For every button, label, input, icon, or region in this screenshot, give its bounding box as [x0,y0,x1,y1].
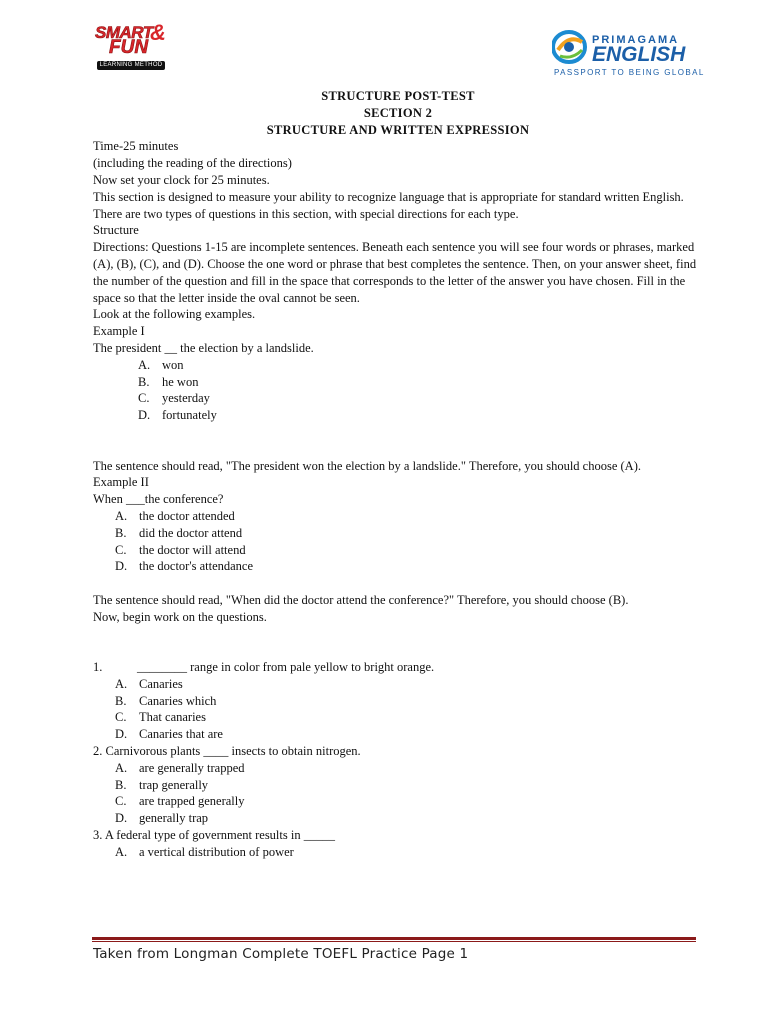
option-text: the doctor's attendance [139,559,254,574]
option-text: did the doctor attend [139,525,243,540]
option-text: fortunately [162,408,217,423]
option-text: are generally trapped [139,760,245,775]
globe-swirl-icon [552,30,588,64]
option-text: he won [162,374,199,389]
example-2-sentence: When ___the conference? [93,492,224,507]
question-1-option-c [93,709,703,726]
question-1-option-d [93,726,703,743]
option-letter: C. [115,710,127,725]
logo-word-fun: FUN [109,37,149,58]
option-letter: D. [138,408,151,423]
smart-fun-logo [95,20,175,76]
option-letter: B. [115,525,127,540]
option-letter: D. [115,811,128,826]
option-letter: C. [138,391,150,406]
option-letter: B. [138,374,150,389]
footer-rule-thin [92,941,696,942]
question-2-option-c [93,793,703,810]
question-2-option-d [93,810,703,827]
question-1-option-b [93,693,703,710]
question-2-stem [93,743,703,760]
logo-brand-english: ENGLISH [592,43,686,66]
question-1-stem [93,659,703,676]
option-text: yesterday [162,391,210,406]
title-structure-written-expression: STRUCTURE AND WRITTEN EXPRESSION [266,122,530,137]
question-text: A federal type of government results in _____ [104,828,335,843]
question-text: Carnivorous plants ____ insects to obtain nitrogen. [105,744,361,759]
footer-rule-thick [92,937,696,940]
option-text: a vertical distribution of power [139,844,294,859]
option-letter: D. [115,559,128,574]
logo-word-smart: SMART [95,23,153,42]
document-body [93,88,703,861]
question-3-option-a [93,844,703,861]
logo-learning-method-bar: LEARNING METHOD [97,61,165,70]
example-1-sentence: The president __ the election by a landslide. [93,340,314,355]
example-1-label: Example I [93,324,145,339]
intro-structure-heading: Structure [93,223,139,238]
option-text: generally trap [139,811,209,826]
option-text: the doctor attended [139,508,235,523]
example-1-option-a [93,357,703,374]
question-number: 2. [93,744,103,759]
example-2-option-a [93,508,703,525]
example-2-option-b [93,525,703,542]
intro-time: Time-25 minutes [93,139,179,154]
option-letter: A. [138,357,151,372]
option-letter: D. [115,727,128,742]
option-text: Canaries which [139,693,217,708]
option-letter: A. [115,508,128,523]
option-text: won [162,357,184,372]
question-number: 3. [93,828,103,843]
option-text: trap generally [139,777,209,792]
option-letter: C. [115,794,127,809]
example-2-label: Example II [93,475,149,490]
option-letter: B. [115,693,127,708]
title-section: SECTION 2 [363,105,433,120]
primagama-english-logo [552,30,705,80]
question-2-option-a [93,760,703,777]
option-letter: B. [115,777,127,792]
intro-description: This section is designed to measure your ability to recognize language that is appropriate for standard written English. There are two types of questions in this section, with special directions for each type. [93,189,684,221]
example-1-option-b [93,374,703,391]
option-text: the doctor will attend [139,542,246,557]
title-post-test: STRUCTURE POST-TEST [321,89,475,103]
example-1-option-c [93,390,703,407]
example-2-option-c [93,542,703,559]
begin-instruction: Now, begin work on the questions. [93,609,267,624]
logo-brand-primagama: PRIMAGAMA [592,34,680,46]
example-1-explanation: The sentence should read, "The president won the election by a landslide." Therefore, you should choose (A). [93,458,641,473]
intro-directions: Directions: Questions 1-15 are incomplete sentences. Beneath each sentence you will see four words or phrases, marked (A), (B), (C), and (D). Choose the one word or phrase that best completes the sentence. Then, on your answer sheet, find the number of the question and fill in the space that corresponds to the letter of the answer you have chosen. Fill in the space so that the letter inside the oval cannot be seen. [93,240,697,305]
option-text: Canaries [139,676,183,691]
logo-tagline: PASSPORT TO BEING GLOBAL [554,68,705,77]
intro-clock: Now set your clock for 25 minutes. [93,172,270,187]
question-number: 1. [93,660,103,675]
option-letter: A. [115,676,128,691]
option-letter: A. [115,844,128,859]
example-1-option-d [93,407,703,424]
question-3-stem [93,827,703,844]
option-text: are trapped generally [139,794,245,809]
example-2-explanation: The sentence should read, "When did the doctor attend the conference?" Therefore, you should choose (B). [93,592,629,607]
option-letter: A. [115,760,128,775]
option-text: Canaries that are [139,727,223,742]
logo-ampersand: & [150,20,166,45]
question-text: ________ range in color from pale yellow to bright orange. [137,660,435,675]
page-footer: Taken from Longman Complete TOEFL Practice Page 1 [93,946,469,962]
intro-look-examples: Look at the following examples. [93,307,256,322]
question-2-option-b [93,777,703,794]
option-letter: C. [115,542,127,557]
example-2-option-d [93,558,703,575]
intro-including: (including the reading of the directions) [93,156,292,171]
option-text: That canaries [139,710,206,725]
question-1-option-a [93,676,703,693]
